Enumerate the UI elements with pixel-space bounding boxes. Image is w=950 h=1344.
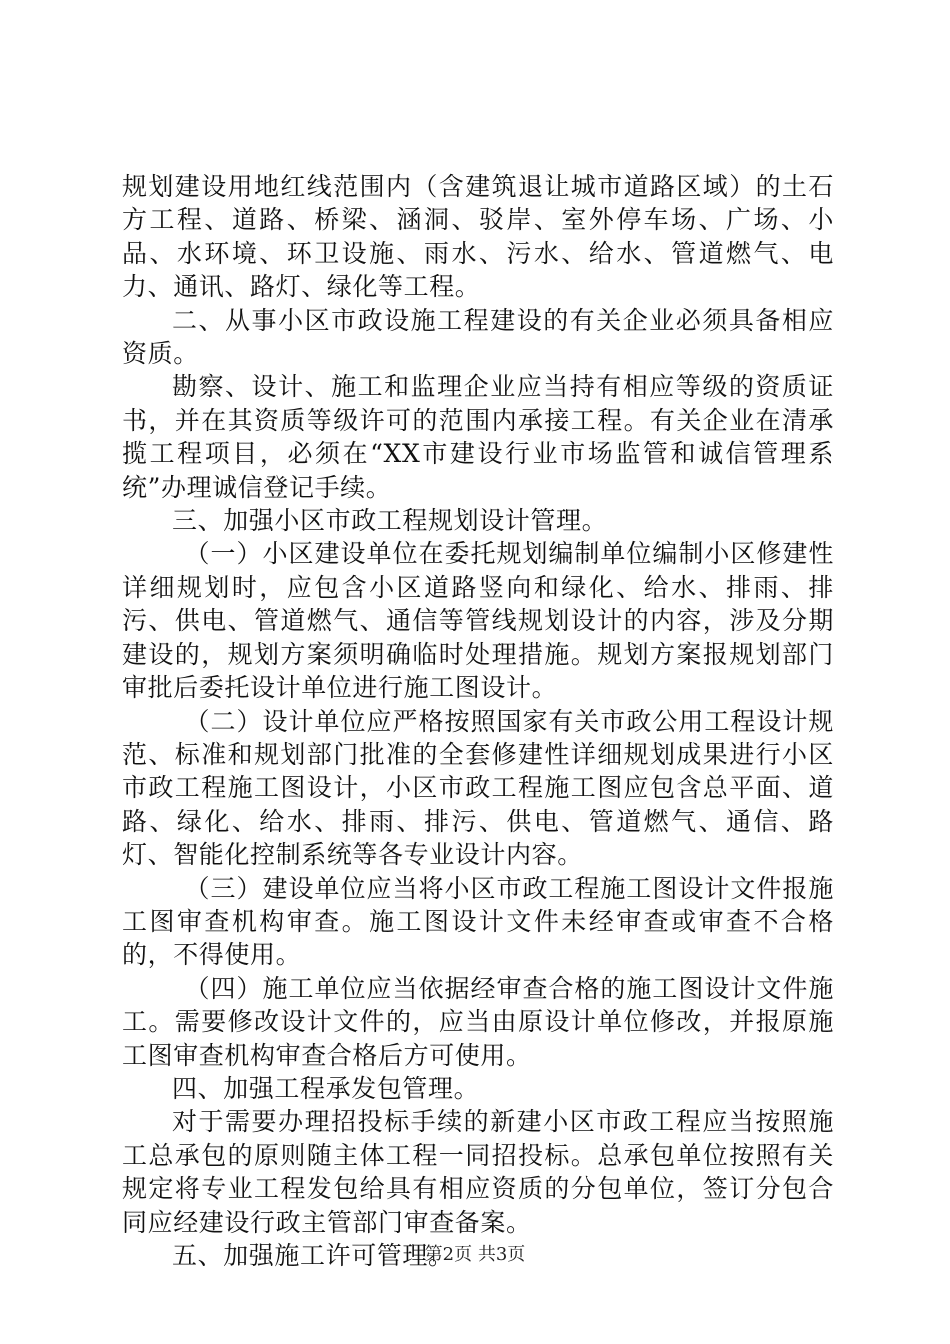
- paragraph-5: （一）小区建设单位在委托规划编制单位编制小区修建性详细规划时，应包含小区道路竖向和绿化、给水、排雨、排污、供电、管道燃气、通信等管线规划设计的内容，涉及分期建设的，规划方案须明确临时处理措施。规划方案报规划部门审批后委托设计单位进行施工图设计。: [122, 539, 834, 703]
- paragraph-9: 四、加强工程承发包管理。: [172, 1073, 480, 1103]
- paragraph-11: 五、加强施工许可管理。: [172, 1241, 454, 1270]
- paragraph-8: （四）施工单位应当依据经审查合格的施工图设计文件施工。需要修改设计文件的，应当由原设计单位修改，并报原施工图审查机构审查合格后方可使用。: [122, 973, 834, 1070]
- paragraph-10: 对于需要办理招投标手续的新建小区市政工程应当按照施工总承包的原则随主体工程一同招投标。总承包单位按照有关规定将专业工程发包给具有相应资质的分包单位，签订分包合同应经建设行政主管部门审查备案。: [122, 1107, 834, 1237]
- paragraph-3: 勘察、设计、施工和监理企业应当持有相应等级的资质证书，并在其资质等级许可的范围内承接工程。有关企业在清承揽工程项目，必须在“XX市建设行业市场监管和诚信管理系统”办理诚信登记手续。: [122, 372, 834, 502]
- page-number-label: 第2页 共3页: [424, 1244, 526, 1265]
- page-footer: [0, 1243, 950, 1267]
- paragraph-2: 二、从事小区市政设施工程建设的有关企业必须具备相应资质。: [122, 305, 834, 369]
- document-body: [122, 170, 834, 1272]
- paragraph-1: 规划建设用地红线范围内（含建筑退让城市道路区域）的土石方工程、道路、桥梁、涵洞、驳岸、室外停车场、广场、小品、水环境、环卫设施、雨水、污水、给水、管道燃气、电力、通讯、路灯、绿化等工程。: [122, 172, 834, 302]
- paragraph-6: （二）设计单位应严格按照国家有关市政公用工程设计规范、标准和规划部门批准的全套修建性详细规划成果进行小区市政工程施工图设计，小区市政工程施工图应包含总平面、道路、绿化、给水、排雨、排污、供电、管道燃气、通信、路灯、智能化控制系统等各专业设计内容。: [122, 706, 834, 870]
- paragraph-4: 三、加强小区市政工程规划设计管理。: [172, 506, 608, 536]
- paragraph-7: （三）建设单位应当将小区市政工程施工图设计文件报施工图审查机构审查。施工图设计文件未经审查或审查不合格的，不得使用。: [122, 873, 834, 970]
